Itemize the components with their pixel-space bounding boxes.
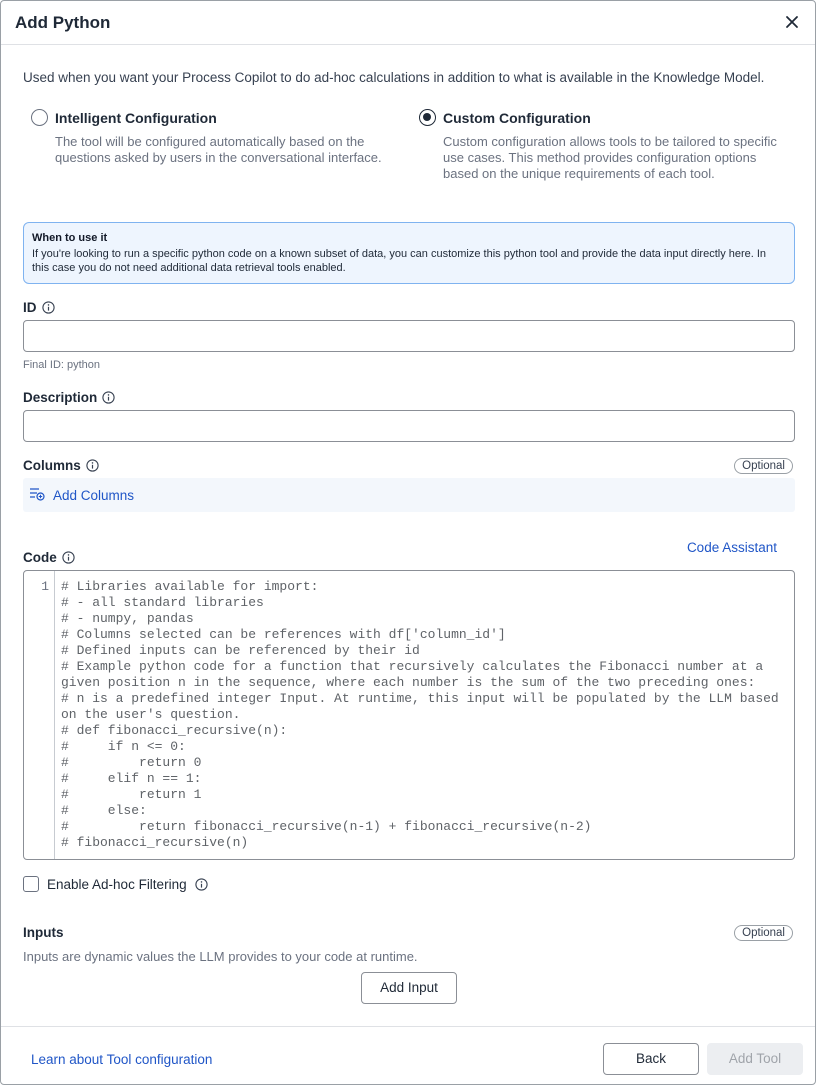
- id-input[interactable]: [23, 320, 795, 352]
- info-icon[interactable]: [102, 391, 115, 404]
- columns-optional-badge: Optional: [734, 458, 793, 474]
- adhoc-filtering-checkbox[interactable]: [23, 876, 39, 892]
- info-icon[interactable]: [42, 301, 55, 314]
- intro-text: Used when you want your Process Copilot to do ad-hoc calculations in addition to what is available in the Knowledge Model.: [23, 70, 765, 85]
- dialog-title: Add Python: [15, 13, 111, 32]
- info-icon[interactable]: [195, 878, 208, 891]
- description-label: Description: [23, 390, 98, 405]
- code-label: Code: [23, 550, 57, 565]
- add-columns-button[interactable]: [23, 478, 795, 512]
- id-label: ID: [23, 300, 37, 315]
- add-columns-icon: [29, 487, 45, 504]
- description-input[interactable]: [23, 410, 795, 442]
- add-columns-label: Add Columns: [53, 487, 135, 503]
- line-number: 1: [41, 579, 49, 594]
- inputs-description: Inputs are dynamic values the LLM provides to your code at runtime.: [23, 949, 418, 964]
- code-assistant-link[interactable]: Code Assistant: [686, 540, 777, 555]
- inputs-optional-badge: Optional: [734, 925, 793, 941]
- id-label-row: [23, 300, 55, 315]
- learn-tool-configuration-link[interactable]: Learn about Tool configuration: [31, 1052, 213, 1067]
- close-icon[interactable]: [781, 11, 803, 33]
- description-label-row: [23, 390, 115, 405]
- info-text: If you're looking to run a specific python code on a known subset of data, you can customize this python tool and provide the data input directly here. In this case you do not need additional data retrieval tools enabled.: [32, 248, 767, 274]
- custom-configuration-label: Custom Configuration: [443, 110, 591, 126]
- code-editor[interactable]: [23, 570, 795, 860]
- columns-label-row: [23, 458, 99, 473]
- custom-configuration-radio[interactable]: [419, 109, 436, 126]
- dialog-header: [1, 1, 815, 45]
- add-input-button[interactable]: Add Input: [361, 972, 457, 1004]
- info-icon[interactable]: [86, 459, 99, 472]
- code-gutter: [24, 571, 55, 859]
- columns-label: Columns: [23, 458, 81, 473]
- back-button[interactable]: Back: [603, 1043, 699, 1075]
- inputs-label: Inputs: [23, 925, 64, 940]
- when-to-use-info-box: [23, 222, 795, 284]
- intelligent-configuration-description: The tool will be configured automatically based on the questions asked by users in the conversational interface.: [55, 134, 382, 165]
- adhoc-filtering-label: Enable Ad-hoc Filtering: [47, 876, 187, 892]
- final-id-hint: Final ID: python: [23, 359, 101, 371]
- info-icon[interactable]: [62, 551, 75, 564]
- custom-configuration-description: Custom configuration allows tools to be tailored to specific use cases. This method provides configuration options based on the unique requirements of each tool.: [443, 134, 777, 181]
- intelligent-configuration-label: Intelligent Configuration: [55, 110, 217, 126]
- intelligent-configuration-radio[interactable]: [31, 109, 48, 126]
- add-tool-button[interactable]: Add Tool: [707, 1043, 803, 1075]
- code-content[interactable]: # Libraries available for import: # - all standard libraries # - numpy, pandas # Columns selected can be references with df['column_id'] # Defined inputs can be referenced by their id # Example python code for a function that recursively calculates the Fibonacci number at a given position n in the sequence, where each number is the sum of the two preceding ones: # n is a predefined integer Input. At runtime, this input will be populated by the LLM based on the user's question. # def fibonacci_recursive(n): # if n <= 0: # return 0 # elif n == 1: # return 1 # else: # return fibonacci_recursive(n-1) + fibonacci_recursive(n-2) # fibonacci_recursive(n): [61, 579, 779, 850]
- adhoc-filtering-row[interactable]: [23, 876, 208, 892]
- info-title: When to use it: [32, 232, 108, 244]
- code-label-row: [23, 550, 75, 565]
